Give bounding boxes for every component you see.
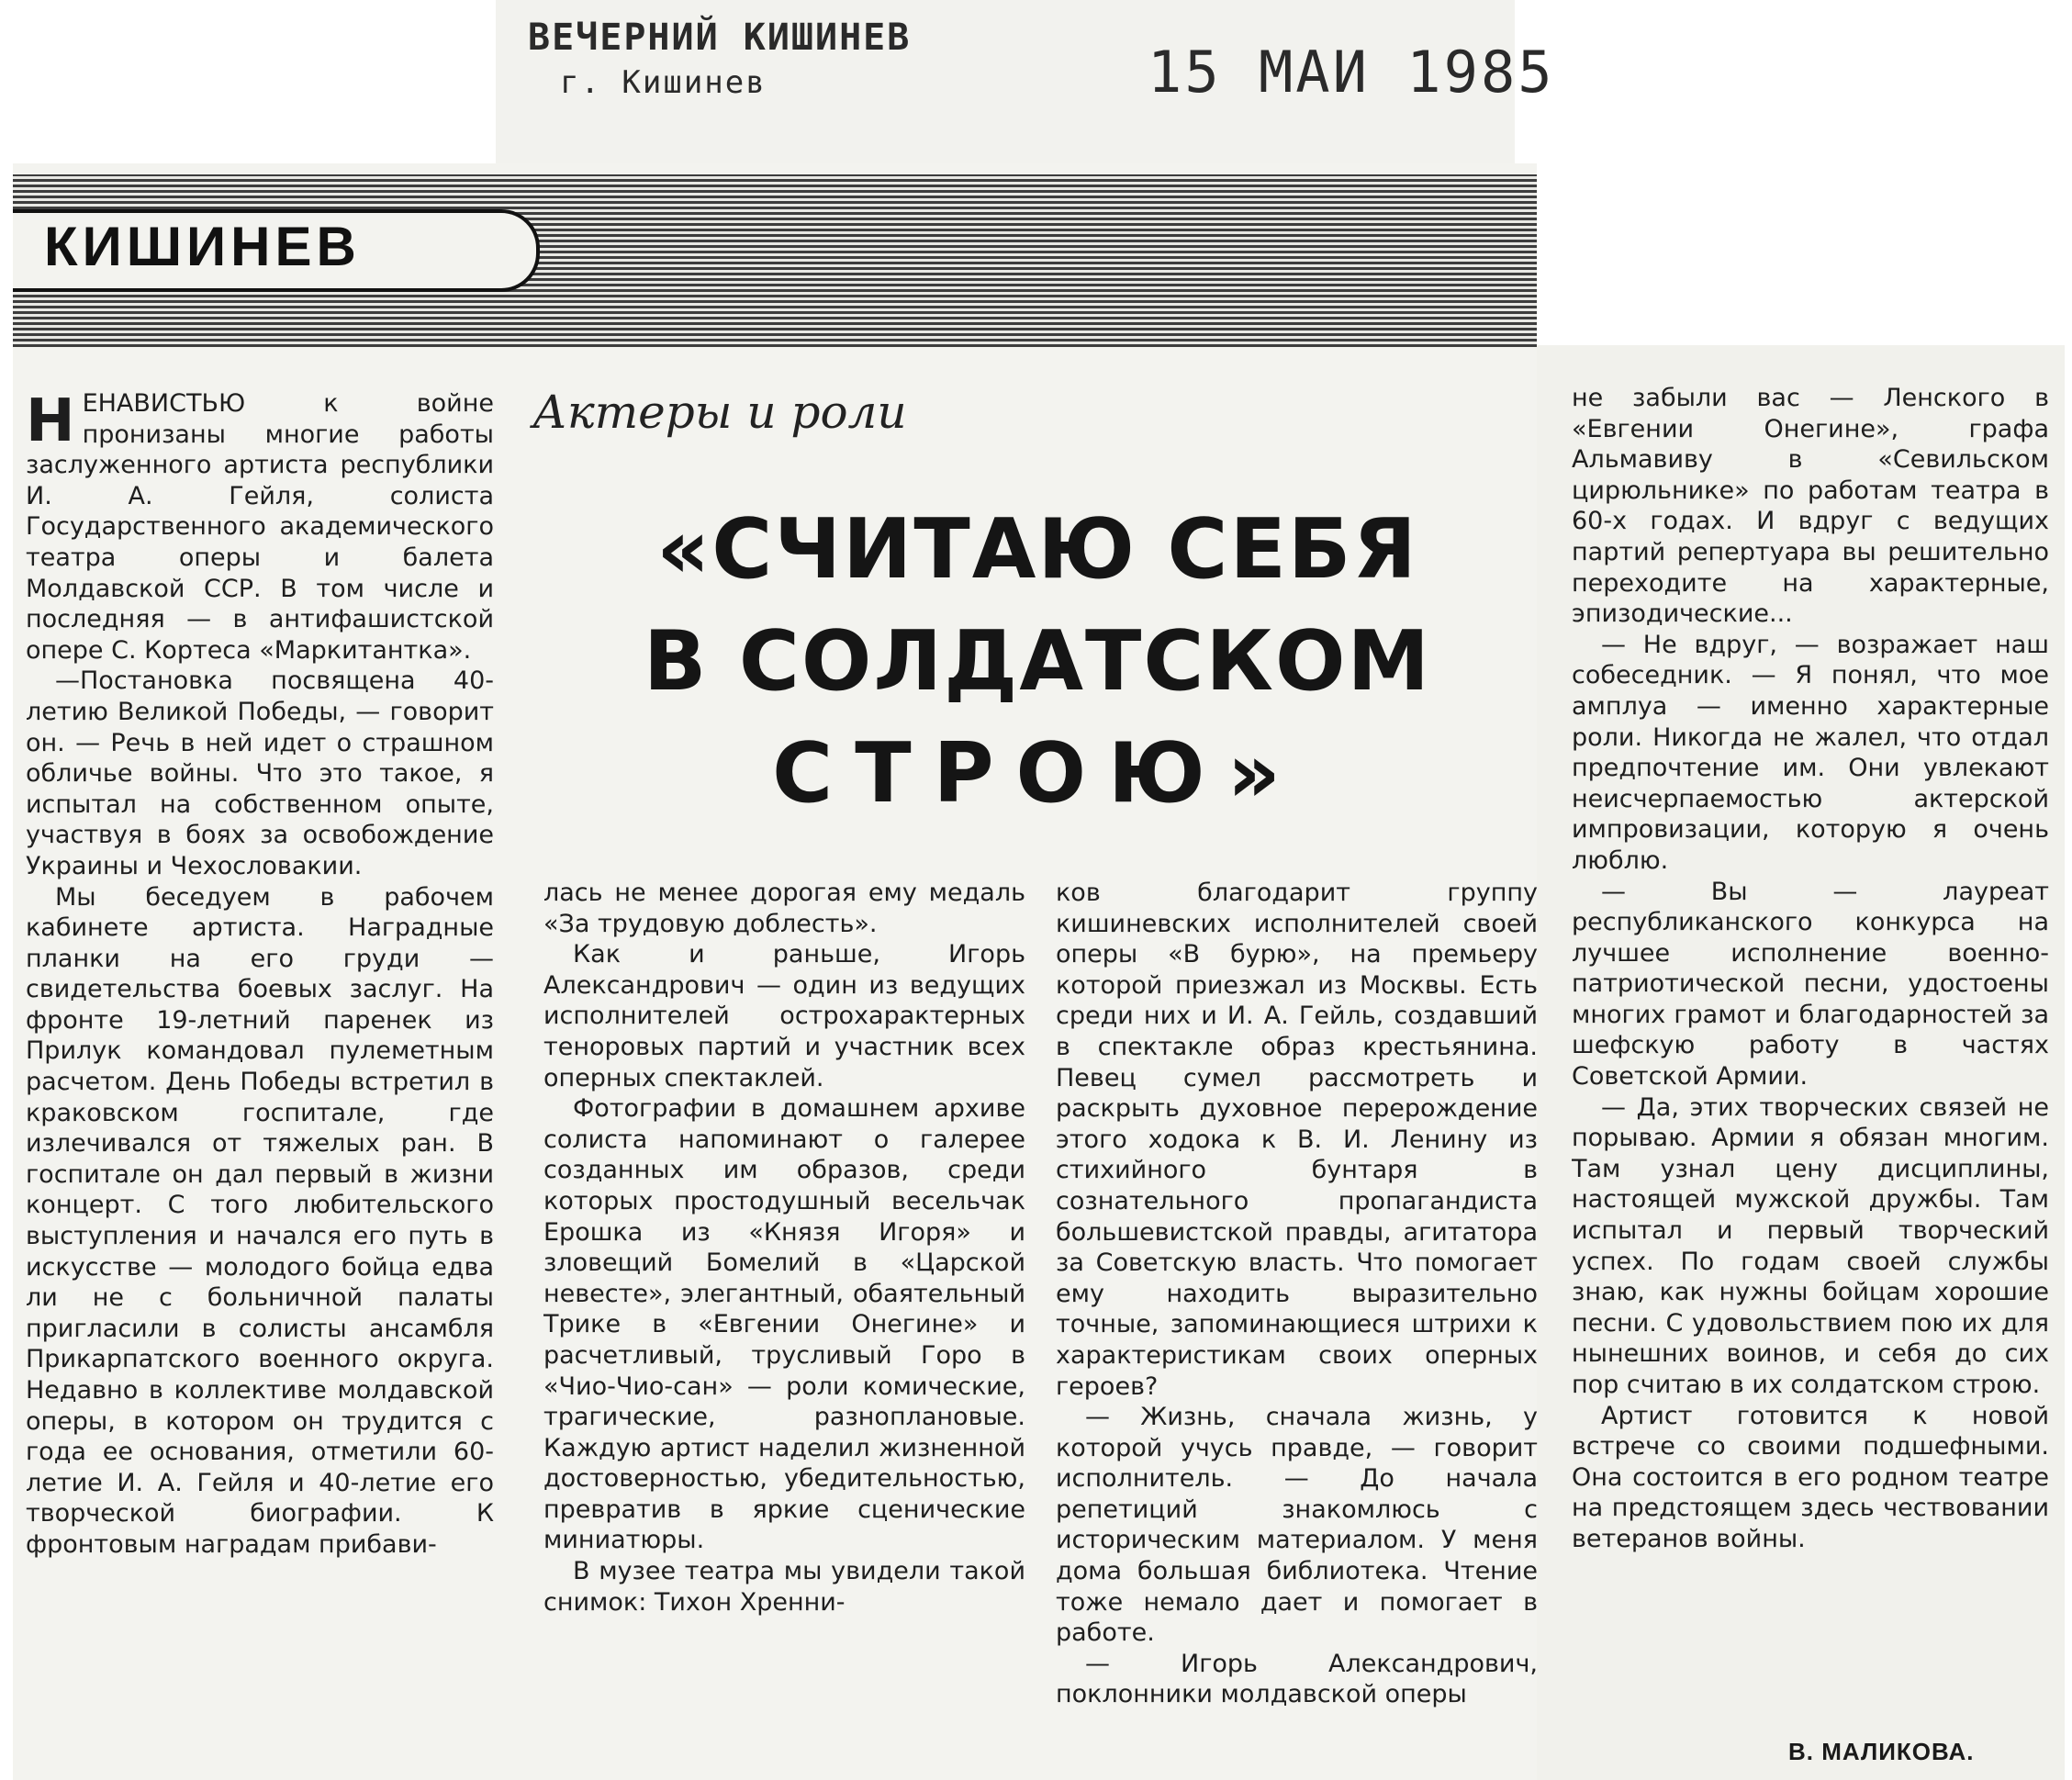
paragraph: Фотографии в домашнем архиве солиста напоминают о галерее созданных им образов, среди которых простодушный весельчак Ерошка из «Князя Игоря» и зловещий Бомелий в «Царской невесте», элегантный, обаятельный Трике в «Евгении Онегине» и расчетливый, трусливый Горо в «Чио-Чио-сан» — роли комические, трагические, разноплановые. Каждую артист наделил жизненной достоверностью, убедительностью, превратив в яркие сценические миниатюры. (543, 1094, 1025, 1555)
article-column-2 (543, 878, 1025, 1777)
article-column-1 (26, 388, 494, 1774)
paragraph: — Не вдруг, — возражает наш собеседник. — Я понял, что мое амплуа — именно характерные роли. Никогда не жалел, что отдал предпочтение им. Они увлекают неисчерпаемостью актерской импровизации, которую я очень люблю. (1572, 630, 2049, 875)
paragraph: ков благодарит группу кишиневских исполнителей своей оперы «В бурю», на премьеру которой приезжал из Москвы. Есть среди них и И. А. Гейль, создавший в спектакле образ крестьянина. Певец сумел рассмотреть и раскрыть духовное перерождение этого ходока к В. И. Ленину из стихийного бунтаря в сознательного пропагандиста большевистской правды, агитатора за Советскую власть. Что помогает ему находить выразительно точные, запоминающиеся штрихи к характеристикам своих оперных героев? (1056, 879, 1538, 1401)
headline-line-1: «СЧИТАЮ СЕБЯ (656, 501, 1418, 598)
paragraph: — Жизнь, сначала жизнь, у которой учусь правде, — говорит исполнитель. — До начала репетиций знакомлюсь с историческим материалом. У меня дома большая библиотека. Чтение тоже немало дает и помогает в работе. (1056, 1403, 1538, 1648)
paragraph: —Постановка посвящена 40-летию Великой Победы, — говорит он. — Речь в ней идет о страшном обличье войны. Что это такое, я испытал на собственном опыте, участвуя в боях за освобождение Украины и Чехословакии. (26, 666, 494, 880)
lead-paragraph-text: ЕНАВИСТЬЮ к войне пронизаны многие работы заслуженного артиста республики И. А. Гейля, солиста Государственного академического театра оперы и балета Молдавской ССР. В том числе и последняя — в антифашистской опере С. Кортеса «Маркитантка». (26, 389, 494, 665)
paragraph: Артист готовится к новой встрече со своими подшефными. Она состоится в его родном театре на предстоящем здесь чествовании ветеранов войны. (1572, 1401, 2049, 1553)
newspaper-stamp-city: г. Кишинев (560, 64, 767, 101)
paragraph: Мы беседуем в рабочем кабинете артиста. Наградные планки на его груди — свидетельства боевых заслуг. На фронте 19-летний паренек из Прилук командовал пулеметным расчетом. День Победы встретил в краковском госпитале, где излечивался от тяжелых ран. В госпитале он дал первый в жизни концерт. С того любительского выступления и начался его путь в искусстве — молодого бойца едва ли не с больничной палаты пригласили в солисты ансамбля Прикарпатского военного округа. Недавно в коллективе молдавской оперы, в котором он трудится с года ее основания, отметили 60-летие И. А. Гейля и 40-летие его творческой биографии. К фронтовым наградам прибави- (26, 882, 494, 1559)
headline-line-3: СТРОЮ» (772, 725, 1303, 822)
drop-cap: Н (26, 388, 75, 455)
rubric-label: Актеры и роли (532, 386, 907, 439)
paragraph: Как и раньше, Игорь Александрович — один из ведущих исполнителей острохарактерных теноровых партий и участник всех оперных спектаклей. (543, 940, 1025, 1092)
newspaper-stamp-date: 15 МАИ 1985 (1148, 39, 1555, 106)
lead-paragraph (26, 388, 494, 666)
author-signature: В. МАЛИКОВА. (1788, 1738, 1975, 1765)
paragraph: — Игорь Александрович, поклонники молдавской оперы (1056, 1649, 1538, 1709)
article-column-4 (1572, 383, 2049, 1751)
headline-line-2: В СОЛДАТСКОМ (643, 613, 1432, 710)
paragraph: В музее театра мы увидели такой снимок: Тихон Хренни- (543, 1557, 1025, 1617)
section-banner-title: КИШИНЕВ (44, 216, 361, 277)
article-headline (606, 494, 1469, 830)
paragraph: лась не менее дорогая ему медаль «За трудовую доблесть». (543, 879, 1025, 938)
paragraph: — Вы — лауреат республиканского конкурса на лучшее исполнение военно-патриотической песни, удостоены многих грамот и благодарностей за шефскую работу в частях Советской Армии. (1572, 877, 2049, 1092)
paragraph: — Да, этих творческих связей не порываю. Армии я обязан многим. Там узнал цену дисциплины, настоящей мужской дружбы. Там испытал и первый творческий успех. По годам своей службы знаю, как нужны бойцам хорошие песни. С удовольствием пою их для нынешних воинов, и себя до сих пор считаю в их солдатском строю. (1572, 1092, 2049, 1399)
newspaper-stamp-name: ВЕЧЕРНИЙ КИШИНЕВ (528, 17, 912, 59)
paragraph: не забыли вас — Ленского в «Евгении Онегине», графа Альмавиву в «Севильском цирюльнике» по работам театра в 60-х годах. И вдруг с ведущих партий репертуара вы решительно переходите на характерные, эпизодические... (1572, 384, 2049, 629)
article-column-3 (1056, 878, 1538, 1777)
